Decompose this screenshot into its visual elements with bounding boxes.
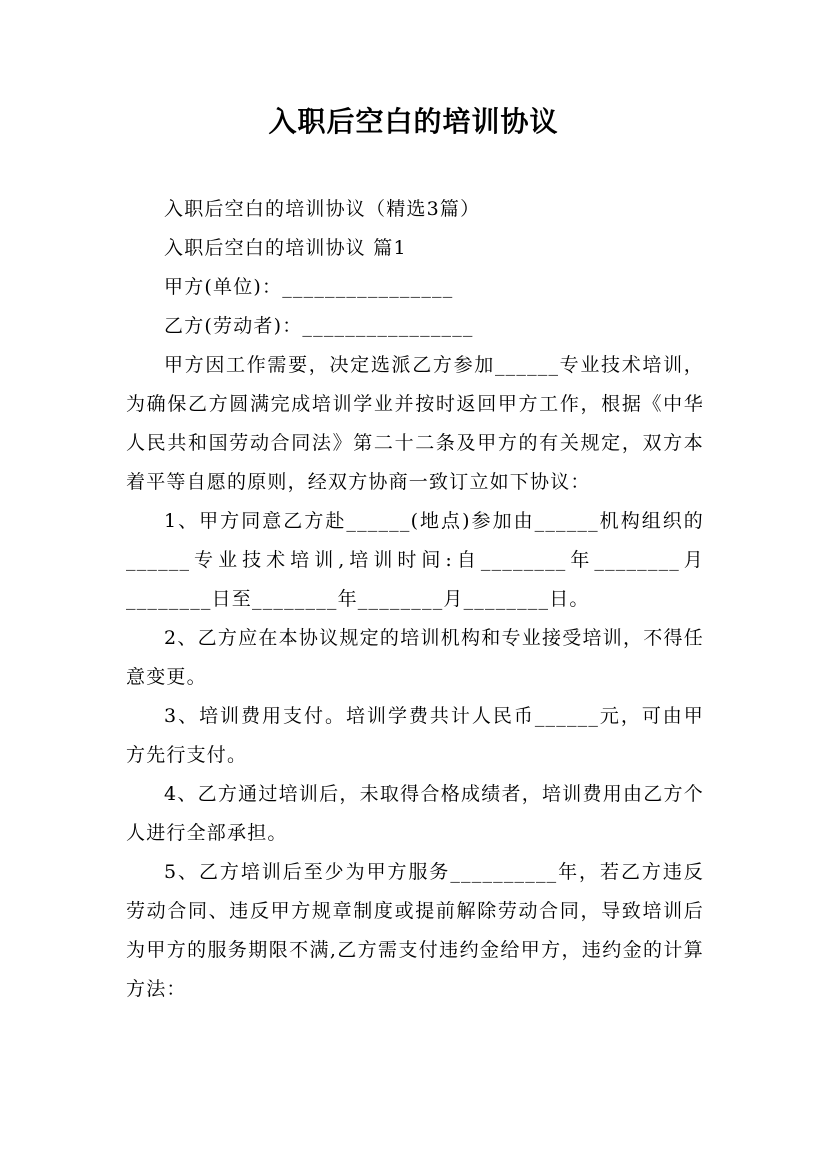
paragraph-party-b: 乙方(劳动者)：________________ [164,315,474,337]
document-title: 入职后空白的培训协议 [268,105,559,138]
paragraph-clause-4: 4、乙方通过培训后，未取得合格成绩者，培训费用由乙方个人进行全部承担。 [126,783,704,844]
paragraph-preamble: 甲方因工作需要，决定选派乙方参加______专业技术培训，为确保乙方圆满完成培训学业并按时返回甲方工作，根据《中华人民共和国劳动合同法》第二十二条及甲方的有关规定，双方本着平等自愿的原则，经双方协商一致订立如下协议： [126,354,704,493]
paragraph-subtitle: 入职后空白的培训协议（精选3篇） [164,198,481,220]
paragraph-clause-3: 3、培训费用支付。培训学费共计人民币______元，可由甲方先行支付。 [126,705,704,766]
paragraph-clause-5: 5、乙方培训后至少为甲方服务__________年，若乙方违反劳动合同、违反甲方规章制度或提前解除劳动合同，导致培训后为甲方的服务期限不满,乙方需支付违约金给甲方，违约金的计算方法： [126,861,704,1000]
paragraph-party-a: 甲方(单位)：________________ [164,276,454,298]
document-body [126,190,704,1009]
paragraph-clause-2: 2、乙方应在本协议规定的培训机构和专业接受培训，不得任意变更。 [126,627,704,688]
paragraph-clause-1: 1、甲方同意乙方赴______(地点)参加由______机构组织的______专业技术培训,培训时间:自________年________月________日至________年________月________日。 [126,510,704,610]
paragraph-part-heading: 入职后空白的培训协议 篇1 [164,237,407,259]
